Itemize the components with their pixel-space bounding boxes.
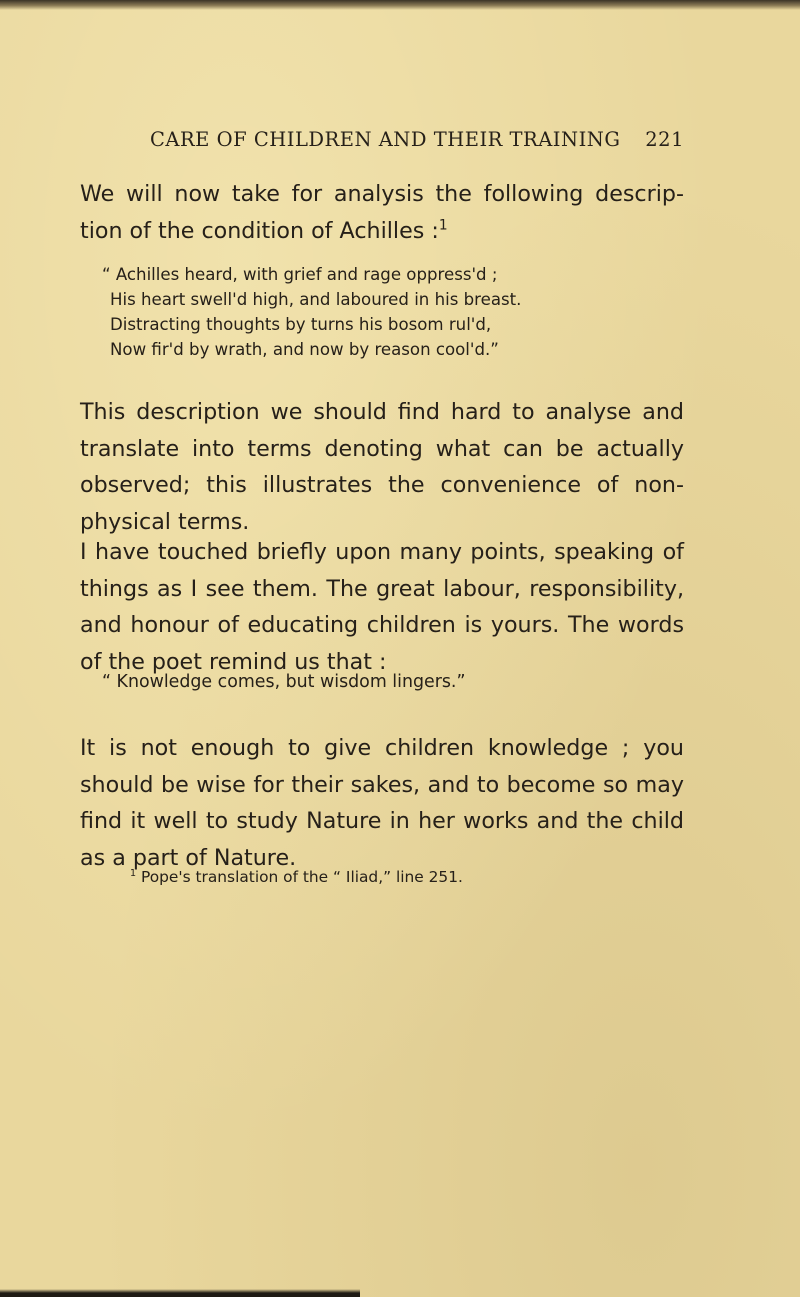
verse-line-3: Distracting thoughts by turns his bosom rul'd, [110,315,492,334]
paragraph-3-line-4: of the poet remind us that : [80,648,387,675]
paragraph-4-line-4: as a part of Nature. [80,844,297,871]
paragraph-4-line-3: find it well to study Nature in her works and the child [80,808,684,835]
paragraph-3-line-2: things as I see them. The great labour, responsibility, [80,575,684,602]
paragraph-4-line-1: It is not enough to give children knowledge ; you [80,735,684,761]
poet-quote: “ Knowledge comes, but wisdom lingers.” [102,672,466,692]
page-number: 221 [645,128,684,151]
verse-line-4: Now fir'd by wrath, and now by reason cool'd.” [110,340,499,359]
running-head-title: CARE OF CHILDREN AND THEIR TRAINING [150,128,621,151]
verse-line-1: “ Achilles heard, with grief and rage oppress'd ; [102,265,498,284]
intro-line-1: We will now take for analysis the following descrip- [80,181,684,207]
page-top-edge [0,0,800,10]
paragraph-2-line-4: physical terms. [80,508,250,535]
paragraph-4 [80,730,684,876]
footnote-reference: 1 [438,217,448,234]
intro-line-2-text: tion of the condition of Achilles : [80,217,439,244]
paragraph-4-line-2: should be wise for their sakes, and to become so may [80,771,684,798]
footnote-text: Pope's translation of the “ Iliad,” line 251. [140,868,463,886]
page-bottom-edge [0,1289,360,1297]
paragraph-3-line-1: I have touched briefly upon many points, speaking of [80,539,684,565]
paragraph-3-line-3: and honour of educating children is yours. The words [80,612,684,639]
paragraph-2-line-1: This description we should find hard to analyse and [80,399,684,425]
paragraph-2-line-3: observed; this illustrates the convenience of non- [80,472,684,499]
paragraph-3 [80,534,684,680]
paragraph-2-line-2: translate into terms denoting what can be actually [80,435,684,462]
paragraph-2 [80,394,684,540]
verse-block [102,262,521,362]
verse-line-2: His heart swell'd high, and laboured in his breast. [110,290,522,309]
intro-paragraph [80,176,684,249]
intro-line-2 [80,213,684,250]
footnote-marker: 1 [130,867,137,879]
footnote [130,868,463,886]
